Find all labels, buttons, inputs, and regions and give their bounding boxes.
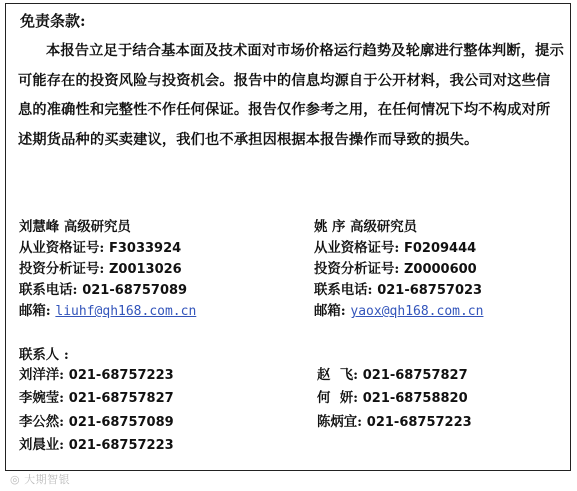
phone-row (19, 280, 196, 301)
analysis-cert-number: Z0013026 (108, 262, 182, 277)
contact-item (19, 434, 174, 457)
contact-name: 刘洋洋: (19, 367, 65, 383)
contact-item (19, 364, 174, 387)
email-link[interactable]: yaox@qh168.com.cn (350, 304, 484, 319)
email-row (314, 301, 483, 322)
contact-item (317, 411, 472, 434)
contact-item (317, 364, 472, 387)
contacts-list-left (19, 364, 174, 457)
contacts-title: 联系人 : (19, 347, 69, 363)
contact-item (19, 387, 174, 410)
analysis-cert-number: Z0000600 (403, 262, 477, 277)
contact-name: 李公然: (19, 413, 65, 430)
contacts-list-right (317, 364, 472, 434)
qualification-row (19, 238, 196, 259)
contact-name: 赵 飞: (317, 367, 359, 383)
analysis-cert-row (19, 259, 196, 280)
contact-name: 何 妍: (317, 390, 359, 407)
contact-phone: 021-68757223 (68, 437, 174, 453)
qualification-label: 从业资格证号: (314, 240, 400, 256)
contact-phone: 021-68757223 (68, 368, 174, 383)
analyst-name-title: 刘慧峰 高级研究员 (19, 219, 131, 235)
contact-name: 刘晨业: (19, 436, 65, 453)
watermark-logo (10, 471, 70, 487)
contact-phone: 021-68758820 (362, 391, 468, 407)
phone-label: 联系电话: (314, 282, 373, 298)
qualification-number: F3033924 (108, 241, 182, 256)
contact-phone: 021-68757827 (68, 391, 174, 407)
disclaimer-text: 本报告立足于结合基本面及技术面对市场价格运行趋势及轮廓进行整体判断，提示可能存在的投资风险与投资机会。报告中的信息均源自于公开材料，我公司对这些信息的准确性和完整性不作任何保证。报告仅作参考之用，在任何情况下均不构成对所述期货品种的买卖建议，我们也不承担因根据本报告操作而导致的损失。 (18, 43, 564, 148)
email-row (19, 301, 196, 322)
analysis-cert-label: 投资分析证号: (19, 261, 105, 277)
qualification-row (314, 238, 483, 259)
qualification-label: 从业资格证号: (19, 240, 105, 256)
analyst-card-1 (19, 217, 196, 322)
disclaimer-box (5, 3, 571, 471)
contact-phone: 021-68757089 (68, 414, 174, 430)
qualification-number: F0209444 (403, 241, 477, 256)
disclaimer-title: 免责条款: (20, 12, 86, 30)
watermark-icon: ◎ (10, 473, 21, 486)
contact-phone: 021-68757827 (362, 368, 468, 383)
contact-name: 李婉莹: (19, 390, 65, 407)
contact-item (317, 387, 472, 410)
phone-number: 021-68757089 (82, 283, 188, 298)
phone-row (314, 280, 483, 301)
phone-label: 联系电话: (19, 282, 78, 298)
phone-number: 021-68757023 (377, 283, 483, 298)
email-label: 邮箱: (19, 303, 51, 319)
watermark-text: 大期智银 (24, 473, 71, 486)
email-label: 邮箱: (314, 303, 346, 319)
contact-item (19, 411, 174, 434)
email-link[interactable]: liuhf@qh168.com.cn (55, 304, 197, 319)
analysis-cert-label: 投资分析证号: (314, 261, 400, 277)
contact-name: 陈炳宜: (317, 413, 363, 430)
contact-phone: 021-68757223 (366, 414, 472, 430)
analyst-card-2 (314, 217, 483, 322)
analyst-name-title: 姚 序 高级研究员 (314, 219, 418, 235)
analysis-cert-row (314, 259, 483, 280)
